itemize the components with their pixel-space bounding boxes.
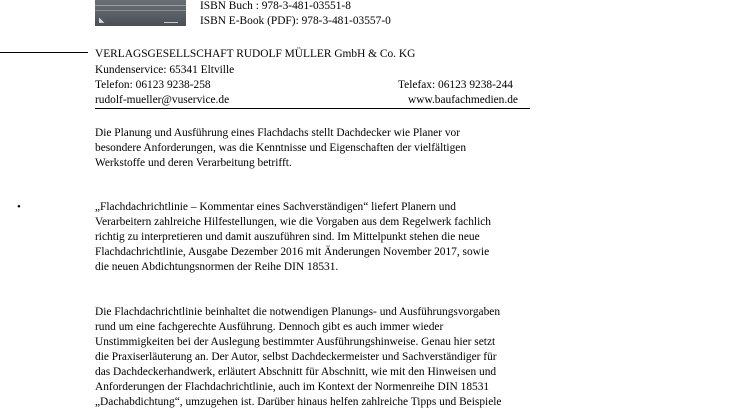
email-link[interactable]: rudolf-mueller@vuservice.de [95,94,230,106]
paragraph-line: das Dachdeckerhandwerk, erläutert Abschnitt für Abschnitt, wie mit den Hinweisen und [95,366,497,378]
paragraph-line: die Praxiserläuterung an. Der Autor, selbst Dachdeckermeister und Sachverständiger für [95,351,497,363]
paragraph-line: richtig zu interpretieren und damit auszuführen sind. Im Mittelpunkt stehen die neue [95,231,480,243]
bullet-marker: • [17,201,21,213]
isbn-print: ISBN Buch : 978-3-481-03551-8 [200,0,351,12]
paragraph-line: Werkstoffe und deren Verarbeitung betrifft. [95,157,292,169]
customer-service: Kundenservice: 65341 Eltville [95,64,235,76]
paragraph-line: Die Planung und Ausführung eines Flachdachs stellt Dachdecker wie Planer vor [95,127,461,139]
paragraph-line: Unstimmigkeiten bei der Auslegung bestimmter Ausführungshinweise. Genau hier setzt [95,336,496,348]
fax: Telefax: 06123 9238-244 [398,79,513,91]
paragraph-line: Flachdachrichtlinie, Ausgabe Dezember 2016 mit Änderungen November 2017, sowie [95,246,490,258]
paragraph-details [95,305,555,410]
paragraph-line: „Dachabdichtung“, umzugehen ist. Darüber hinaus helfen zahlreiche Tipps und Beispiele [95,396,502,408]
paragraph-intro [95,126,555,171]
paragraph-line: Die Flachdachrichtlinie beinhaltet die notwendigen Planungs- und Ausführungsvorgaben [95,306,501,318]
phone: Telefon: 06123 9238-258 [95,79,211,91]
paragraph-line: die neuen Abdichtungsnormen der Reihe DIN 18531. [95,261,339,273]
paragraph-line: besondere Anforderungen, was die Kenntnisse und Eigenschaften der vielfältigen [95,142,467,154]
book-cover-image [95,0,186,26]
publisher-logo-icon: ◣ [99,16,105,24]
paragraph-line: rund um eine fachgerechte Ausführung. Dennoch gibt es auch immer wieder [95,321,444,333]
paragraph-line: „Flachdachrichtlinie – Kommentar eines Sachverständigen“ liefert Planern und [95,201,456,213]
website-link[interactable]: www.baufachmedien.de [408,94,518,106]
paragraph-description [95,200,555,275]
isbn-ebook: ISBN E-Book (PDF): 978-3-481-03557-0 [200,15,391,27]
paragraph-line: Anforderungen der Flachdachrichtlinie, auch im Kontext der Normenreihe DIN 18531 [95,381,490,393]
publisher-name: VERLAGSGESELLSCHAFT RUDOLF MÜLLER GmbH & Co. KG [95,48,416,60]
divider-line [0,52,88,53]
paragraph-line: Verarbeitern zahlreiche Hilfestellungen, wie die Vorgaben aus dem Regelwerk fachlich [95,216,491,228]
